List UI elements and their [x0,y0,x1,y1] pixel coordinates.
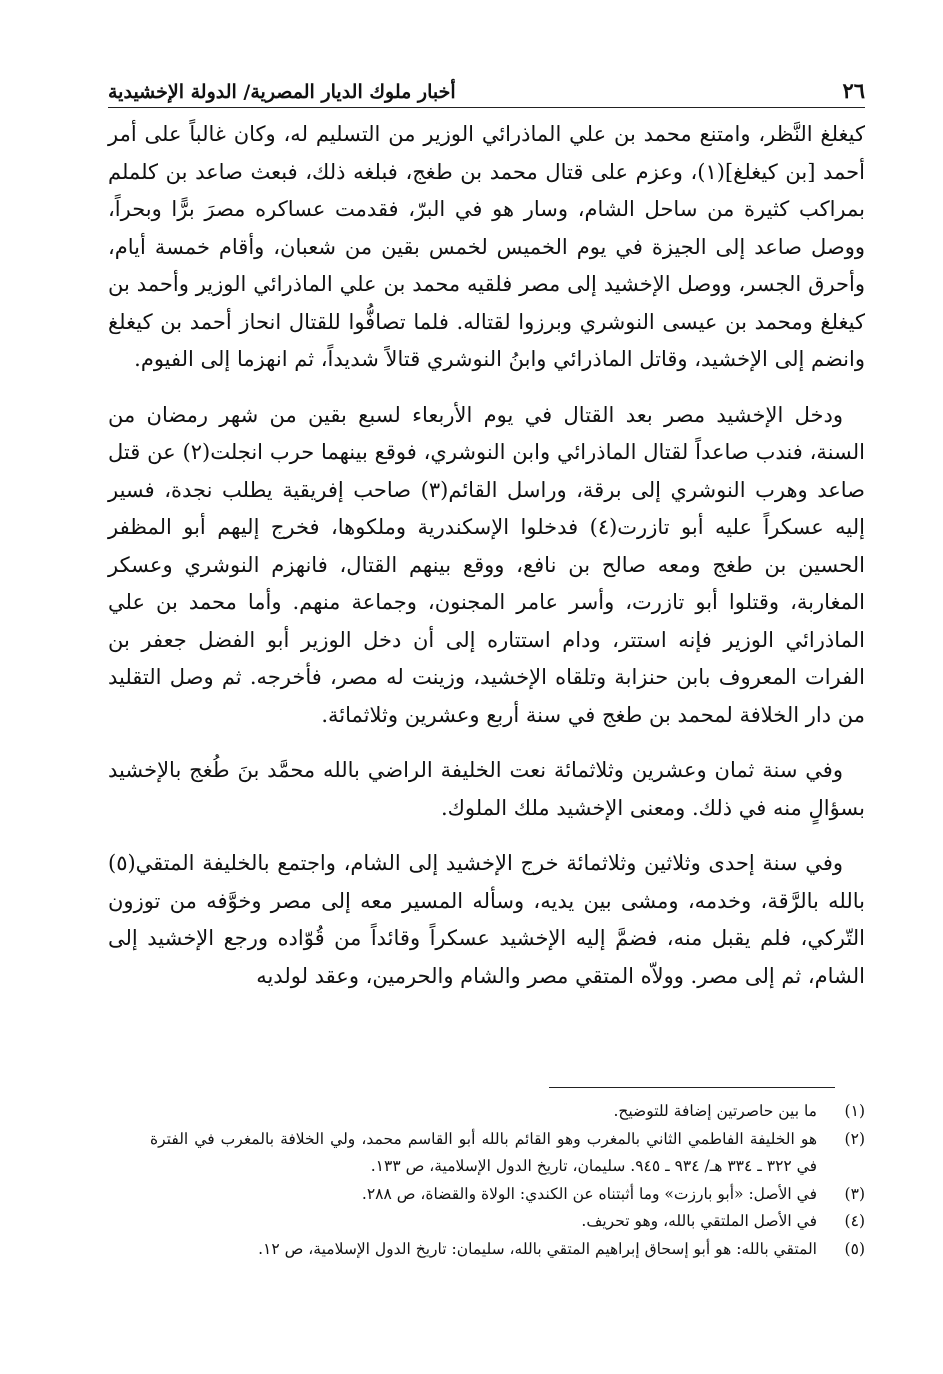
running-title: أخبار ملوك الديار المصرية/ الدولة الإخشيدية [108,81,456,103]
footnote [150,1098,865,1126]
paragraph: ودخل الإخشيد مصر بعد القتال في يوم الأربعاء لسبع بقين من شهر رمضان من السنة، فندب صاعداً لقتال الماذرائي وابن النوشري، فوقع بينهما حرب انجلت(٢) عن قتل صاعد وهرب النوشري إلى برقة، وراسل القائم(٣) صاحب إفريقية يطلب نجدة، فسير إليه عسكراً عليه أبو تازرت(٤) فدخلوا الإسكندرية وملكوها، فخرج إليهم أبو المظفر الحسين بن طغج ومعه صالح بن نافع، ووقع بينهم القتال، فانهزم النوشري وعسكر المغاربة، وقتلوا أبو تازرت، وأسر عامر المجنون، وجماعة منهم. وأما محمد بن علي الماذرائي الوزير فإنه استتر، ودام استتاره إلى أن دخل الوزير أبو الفضل جعفر بن الفرات المعروف بابن حنزابة وتلقاه الإخشيد، وزينت له مصر، فأخرجه. ثم وصل التقليد من دار الخلافة لمحمد بن طغج في سنة أربع وعشرين وثلاثمائة. [108,402,866,727]
footnote-number: (١) [844,1102,865,1120]
footnote-text: هو الخليفة الفاطمي الثاني بالمغرب وهو القائم بالله أبو القاسم محمد، ولي الخلافة بالمغرب في الفترة في ٣٢٢ ـ ٣٣٤ هـ/ ٩٣٤ ـ ٩٤٥. سليمان، تاريخ الدول الإسلامية، ص ١٣٣. [150,1129,817,1175]
footnote-number: (٢) [844,1129,865,1148]
paragraph: وفي سنة إحدى وثلاثين وثلاثمائة خرج الإخشيد إلى الشام، واجتمع بالخليفة المتقي(٥) بالله بالرَّقة، وخدمه، ومشى بين يديه، وسأله المسير معه إلى مصر وخوَّفه من توزون التّركي، فلم يقبل منه، فضمَّ إليه الإخشيد عسكراً وقائداً من قُوّاده ورجع الإخشيد إلى الشام، ثم إلى مصر. وولاّه المتقي مصر والشام والحرمين، وعقد لولديه [108,851,865,988]
paragraph: كيغلغ النَّظر، وامتنع محمد بن علي الماذرائي الوزير من التسليم له، وكان غالباً على أمر أحمد [بن كيغلغ](١)، وعزم على قتال محمد بن طغج، فبلغه ذلك، فبعث صاعد بن كلملم بمراكب كثيرة من ساحل الشام، وسار هو في البرّ، فقدمت عساكره مصرَ برًّا وبحراً، ووصل صاعد إلى الجيزة في يوم الخميس لخمس بقين من شعبان، وأقام خمسة أيام، وأحرق الجسر، ووصل الإخشيد إلى مصر فلقيه محمد بن علي الماذرائي الوزير وأحمد بن كيغلغ ومحمد بن عيسى النوشري وبرزوا لقتاله. فلما تصافُّوا للقتال انحاز أحمد بن كيغلغ وانضم إلى الإخشيد، وقاتل الماذرائي وابنُ النوشري قتالاً شديداً، ثم انهزما إلى الفيوم. [108,122,865,371]
footnote-number: (٣) [844,1184,865,1203]
paragraph: وفي سنة ثمان وعشرين وثلاثمائة نعت الخليفة الراضي بالله محمَّد بنَ طُغج بالإخشيد بسؤالٍ منه في ذلك. ومعنى الإخشيد ملك الملوك. [108,758,865,820]
footnote-number: (٥) [844,1239,865,1258]
footnote-text: ما بين حاصرتين إضافة للتوضيح. [613,1102,817,1120]
footnote-text: المتقي بالله: هو أبو إسحاق إبراهيم المتقي بالله، سليمان: تاريخ الدول الإسلامية، ص ١٢. [258,1239,817,1258]
footnote [150,1208,865,1236]
running-header [108,78,865,108]
footnote [150,1236,865,1264]
footnote [150,1126,865,1181]
footnote-divider [549,1087,835,1088]
footnote-text: في الأصل: «أبو بارزت» وما أثبتناه عن الكندي: الولاة والقضاة، ص ٢٨٨. [361,1184,817,1203]
book-page [108,78,865,1013]
footnote [150,1181,865,1209]
footnotes [150,1098,865,1263]
main-text [108,116,865,995]
footnote-text: في الأصل الملتقي بالله، وهو تحريف. [581,1212,817,1230]
footnote-number: (٤) [844,1212,865,1230]
page-number: ٢٦ [842,78,865,103]
